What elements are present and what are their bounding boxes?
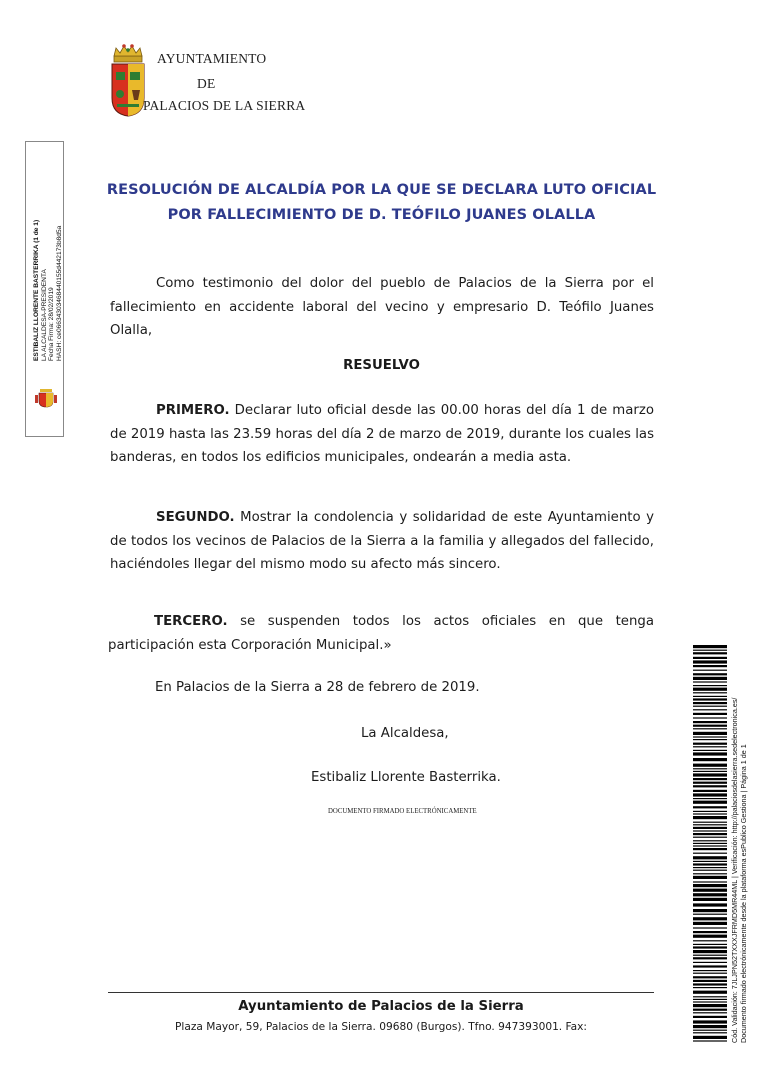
barcode-bar xyxy=(693,870,727,871)
barcode-bar xyxy=(693,833,727,835)
signature-stamp-text xyxy=(33,220,63,361)
barcode-bar xyxy=(693,927,727,928)
verification-line2: Documento firmado electrónicamente desde la plataforma esPublico Gestiona | Página 1 de 1 xyxy=(739,744,748,1043)
barcode-bar xyxy=(693,1030,727,1031)
barcode-bar xyxy=(693,750,727,751)
barcode-bar xyxy=(693,1016,727,1018)
barcode-bar xyxy=(693,822,727,823)
barcode-bar xyxy=(693,793,727,796)
barcode-bar xyxy=(693,728,727,729)
barcode-bar xyxy=(693,743,727,745)
barcode-bar xyxy=(693,782,727,784)
barcode-bar xyxy=(693,813,727,814)
footer-divider xyxy=(108,992,654,993)
barcode-bar xyxy=(693,837,727,838)
barcode-bar xyxy=(693,681,727,682)
barcode-bar xyxy=(693,893,727,896)
segundo-paragraph xyxy=(110,506,654,577)
intro-text: Como testimonio del dolor del pueblo de Palacios de la Sierra por el fallecimiento en accidente laboral del vecino y empresario D. Teófilo Juanes Olalla, xyxy=(110,276,654,338)
barcode-bar xyxy=(693,917,727,920)
barcode-bar xyxy=(693,922,727,925)
document-title-line1: RESOLUCIÓN DE ALCALDÍA POR LA QUE SE DECLARA LUTO OFICIAL xyxy=(106,182,657,198)
barcode-bar xyxy=(693,685,727,686)
barcode-bar xyxy=(693,861,727,862)
barcode-bar xyxy=(693,976,727,978)
barcode-bar xyxy=(693,1012,727,1013)
barcode-bar xyxy=(693,898,727,901)
stamp-hash: HASH: ce06634303468440155d442173b8d5a xyxy=(55,225,63,361)
barcode-bar xyxy=(693,909,727,912)
barcode-bar xyxy=(693,692,727,693)
document-title-line2: POR FALLECIMIENTO DE D. TEÓFILO JUANES OLALLA xyxy=(167,207,596,223)
stamp-role: LA ALCALDESA-PRESIDENTA xyxy=(40,269,48,361)
barcode-bar xyxy=(693,987,727,988)
tercero-text: se suspenden todos los actos oficiales en que tenga participación esta Corporación Municipal.» xyxy=(108,614,654,653)
org-name-line1: AYUNTAMIENTO xyxy=(157,51,267,66)
tercero-paragraph xyxy=(108,610,654,657)
stamp-date: Fecha Firma: 28/02/2019 xyxy=(48,287,56,361)
signer-name: Estibaliz Llorente Basterrika. xyxy=(311,770,501,785)
barcode-bar xyxy=(693,709,727,710)
barcode-bar xyxy=(693,935,727,938)
barcode-bar xyxy=(693,771,727,772)
barcode-bar xyxy=(693,706,727,707)
barcode-bar xyxy=(693,702,727,704)
barcode-bar xyxy=(693,931,727,933)
barcode-bar xyxy=(693,732,727,735)
barcode-bar xyxy=(693,645,727,648)
barcode-bar xyxy=(693,856,727,859)
barcode-bar xyxy=(693,881,727,882)
barcode-bar xyxy=(693,785,727,787)
barcode-bar xyxy=(693,790,727,792)
barcode-bar xyxy=(693,660,727,663)
verification-text xyxy=(730,698,748,1043)
barcode-bar xyxy=(693,884,727,887)
barcode-bar xyxy=(693,1009,727,1011)
barcode-bar xyxy=(693,768,727,769)
barcode-bar xyxy=(693,677,727,680)
barcode-bar xyxy=(693,840,727,841)
org-name-line3: PALACIOS DE LA SIERRA xyxy=(143,98,306,113)
signed-note: DOCUMENTO FIRMADO ELECTRÓNICAMENTE xyxy=(328,808,477,815)
barcode-bar xyxy=(693,698,727,700)
barcode-bar xyxy=(693,773,727,776)
resuelvo-heading: RESUELVO xyxy=(343,358,420,373)
footer-org-name: Ayuntamiento de Palacios de la Sierra xyxy=(238,999,524,1014)
barcode-bar xyxy=(693,721,727,723)
barcode-bar xyxy=(693,962,727,963)
barcode-bar xyxy=(693,811,727,812)
barcode-bar xyxy=(693,1020,727,1023)
barcode-bar xyxy=(693,778,727,780)
barcode-bar xyxy=(693,955,727,956)
barcode-bar xyxy=(693,903,727,906)
barcode-bar xyxy=(693,980,727,982)
segundo-label: SEGUNDO. xyxy=(156,510,235,525)
barcode-icon xyxy=(693,645,727,1043)
barcode-bar xyxy=(693,798,727,799)
intro-paragraph xyxy=(110,272,654,343)
primero-text: Declarar luto oficial desde las 00.00 horas del día 1 de marzo de 2019 hasta las 23.59 horas del día 2 de marzo de 2019, durante los cuales las banderas, en todos los edificios municipales, ondearán a media asta. xyxy=(110,403,654,465)
barcode-bar xyxy=(693,1001,727,1002)
barcode-bar xyxy=(693,848,727,850)
barcode-bar xyxy=(693,946,727,948)
barcode-bar xyxy=(693,657,727,659)
barcode-bar xyxy=(693,673,727,675)
barcode-bar xyxy=(693,996,727,997)
barcode-bar xyxy=(693,816,727,819)
barcode-bar xyxy=(693,965,727,967)
barcode-bar xyxy=(693,889,727,892)
barcode-bar xyxy=(693,999,727,1000)
barcode-bar xyxy=(693,991,727,994)
verification-line1: Cód. Validación: 7JLJPN52TXXXJFRMD5MR44ML | Verificación: http://palaciosdelasierra.sedelectronica.es/ xyxy=(730,697,739,1043)
barcode-bar xyxy=(693,652,727,654)
barcode-bar xyxy=(693,973,727,974)
org-name-line2: DE xyxy=(197,76,216,91)
barcode-bar xyxy=(693,867,727,868)
barcode-bar xyxy=(693,873,727,874)
barcode-bar xyxy=(693,944,727,945)
stamp-signer: ESTIBALIZ LLORENTE BASTERRIKA (1 de 1) xyxy=(33,219,40,361)
coat-of-arms-icon xyxy=(108,42,148,118)
barcode-bar xyxy=(693,1036,727,1039)
primero-paragraph xyxy=(110,399,654,470)
barcode-bar xyxy=(693,863,727,865)
barcode-bar xyxy=(693,650,727,651)
barcode-bar xyxy=(693,940,727,941)
primero-label: PRIMERO. xyxy=(156,403,230,418)
barcode-bar xyxy=(693,670,727,671)
barcode-bar xyxy=(693,845,727,846)
barcode-bar xyxy=(693,746,727,747)
barcode-bar xyxy=(693,827,727,829)
footer-address: Plaza Mayor, 59, Palacios de la Sierra. 09680 (Burgos). Tfno. 947393001. Fax: xyxy=(175,1021,587,1033)
barcode-bar xyxy=(693,739,727,740)
barcode-bar xyxy=(693,853,727,854)
barcode-bar xyxy=(693,688,727,691)
barcode-bar xyxy=(693,752,727,755)
barcode-bar xyxy=(693,665,727,667)
barcode-bar xyxy=(693,764,727,767)
barcode-bar xyxy=(693,736,727,737)
barcode-bar xyxy=(693,713,727,715)
barcode-bar xyxy=(693,758,727,761)
barcode-bar xyxy=(693,717,727,718)
barcode-bar xyxy=(693,806,727,808)
barcode-bar xyxy=(693,830,727,831)
barcode-bar xyxy=(693,824,727,825)
tercero-label: TERCERO. xyxy=(154,614,228,629)
barcode-bar xyxy=(693,1032,727,1033)
barcode-bar xyxy=(693,801,727,804)
barcode-bar xyxy=(693,957,727,959)
barcode-bar xyxy=(693,914,727,915)
barcode-bar xyxy=(693,1025,727,1028)
barcode-bar xyxy=(693,983,727,985)
barcode-bar xyxy=(693,970,727,971)
segundo-text: Mostrar la condolencia y solidaridad de este Ayuntamiento y de todos los vecinos de Palacios de la Sierra a la familia y allegados del fallecido, haciéndoles llegar del mismo modo su afecto más sincero. xyxy=(110,510,654,572)
barcode-bar xyxy=(693,876,727,879)
barcode-bar xyxy=(693,843,727,844)
place-date: En Palacios de la Sierra a 28 de febrero de 2019. xyxy=(155,680,480,695)
signer-role: La Alcaldesa, xyxy=(361,726,449,741)
barcode-bar xyxy=(693,1040,727,1041)
stamp-coat-of-arms-icon xyxy=(35,388,57,408)
barcode-bar xyxy=(693,696,727,697)
barcode-bar xyxy=(693,725,727,727)
barcode-bar xyxy=(693,1004,727,1007)
barcode-bar xyxy=(693,950,727,953)
